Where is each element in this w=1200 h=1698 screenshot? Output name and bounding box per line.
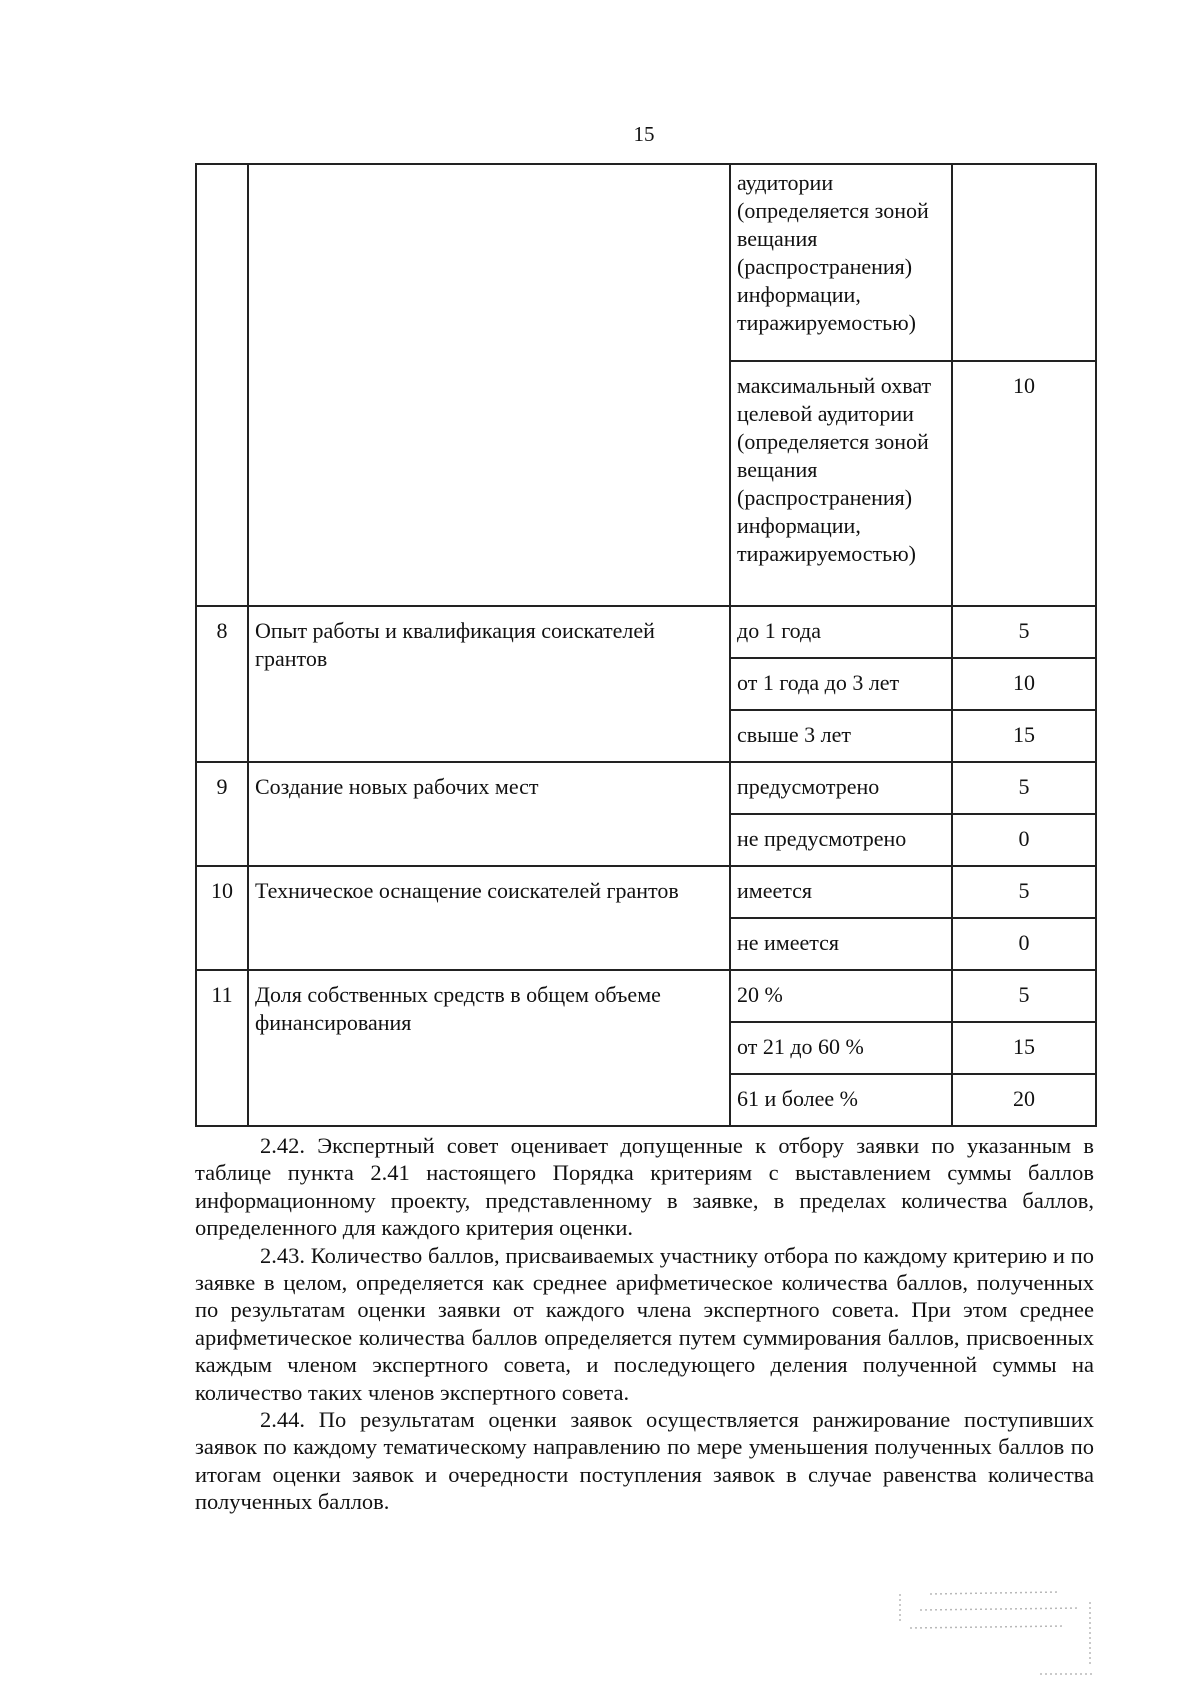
criteria-table [195, 163, 1097, 1127]
points-cell: 5 [952, 606, 1096, 658]
table-row [196, 970, 1096, 1022]
option-cell: предусмотрено [730, 762, 952, 814]
points-cell: 20 [952, 1074, 1096, 1126]
criterion-cell: Опыт работы и квалификация соискателей грантов [248, 606, 730, 762]
points-cell: 0 [952, 814, 1096, 866]
criterion-number-cell: 9 [196, 762, 248, 866]
option-cell: имеется [730, 866, 952, 918]
points-cell: 15 [952, 710, 1096, 762]
criterion-cell: Техническое оснащение соискателей грантов [248, 866, 730, 970]
option-cell: 20 % [730, 970, 952, 1022]
points-cell: 10 [952, 361, 1096, 606]
option-cell: свыше 3 лет [730, 710, 952, 762]
points-cell: 5 [952, 866, 1096, 918]
points-cell: 10 [952, 658, 1096, 710]
option-cell: не предусмотрено [730, 814, 952, 866]
paragraph-2-42: 2.42. Экспертный совет оценивает допущенные к отбору заявки по указанным в таблице пункта 2.41 настоящего Порядка критериям с выставлением суммы баллов информационному проекту, представленному в заявке, в пределах количества баллов, определенного для каждого критерия оценки. [195, 1133, 1094, 1241]
table-row [196, 164, 1096, 361]
option-cell: аудитории (определяется зоной вещания (распространения) информации, тиражируемостью) [730, 164, 952, 361]
option-cell: от 1 года до 3 лет [730, 658, 952, 710]
option-cell: до 1 года [730, 606, 952, 658]
criterion-cell: Создание новых рабочих мест [248, 762, 730, 866]
faint-stamp-mark [890, 1586, 1100, 1682]
criterion-number-cell: 8 [196, 606, 248, 762]
criterion-cell: Доля собственных средств в общем объеме финансирования [248, 970, 730, 1126]
criterion-number-cell: 11 [196, 970, 248, 1126]
paragraph-2-44: 2.44. По результатам оценки заявок осуществляется ранжирование поступивших заявок по каждому тематическому направлению по мере уменьшения полученных баллов по итогам оценки заявок и очередности поступления заявок в случае равенства количества полученных баллов. [195, 1407, 1094, 1515]
table-row [196, 606, 1096, 658]
option-cell: от 21 до 60 % [730, 1022, 952, 1074]
points-cell: 15 [952, 1022, 1096, 1074]
criterion-number-cell: 10 [196, 866, 248, 970]
option-cell: 61 и более % [730, 1074, 952, 1126]
points-cell: 5 [952, 970, 1096, 1022]
points-cell: 5 [952, 762, 1096, 814]
paragraph-2-43: 2.43. Количество баллов, присваиваемых участнику отбора по каждому критерию и по заявке в целом, определяется как среднее арифметическое количества баллов, полученных по результатам оценки заявки от каждого члена экспертного совета. При этом среднее арифметическое количества баллов определяется путем суммирования баллов, присвоенных каждым членом экспертного совета, и последующего деления полученной суммы на количество таких членов экспертного совета. [195, 1242, 1094, 1405]
table-row [196, 866, 1096, 918]
points-cell: 0 [952, 918, 1096, 970]
body-text [195, 1132, 1094, 1516]
criterion-cell [248, 164, 730, 606]
criterion-number-cell [196, 164, 248, 606]
points-cell [952, 164, 1096, 361]
table-row [196, 762, 1096, 814]
option-cell: не имеется [730, 918, 952, 970]
option-cell: максимальный охват целевой аудитории (определяется зоной вещания (распространения) информации, тиражируемостью) [730, 361, 952, 606]
page-number: 15 [633, 122, 655, 146]
